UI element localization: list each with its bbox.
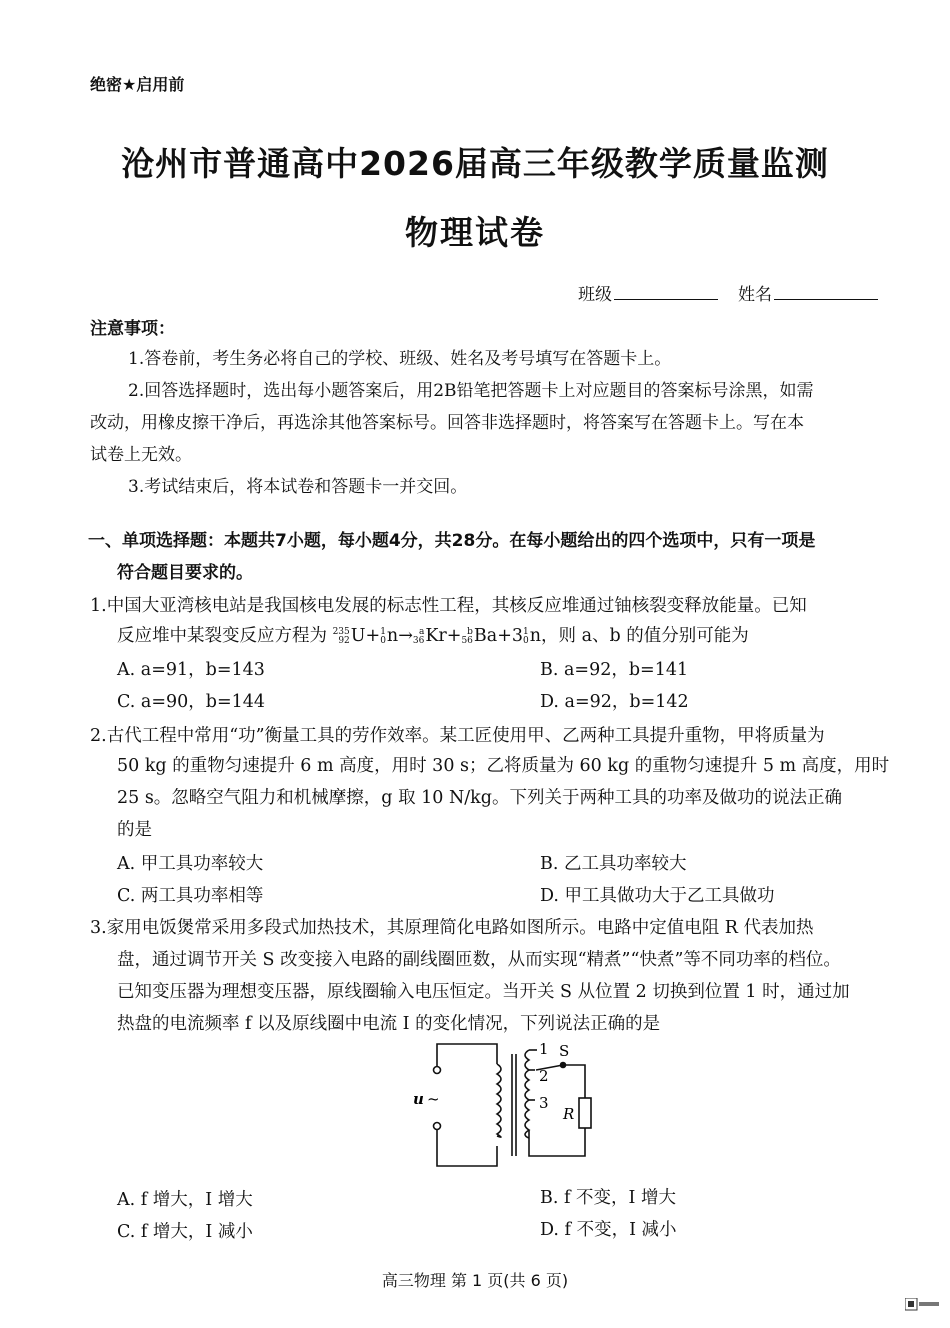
source-label: u xyxy=(413,1090,424,1108)
primary-top-wire xyxy=(437,1044,497,1066)
transformer-circuit-diagram xyxy=(405,1036,605,1176)
class-label: 班级 xyxy=(578,285,612,305)
q1-option-d[interactable]: D. a=92，b=142 xyxy=(540,692,689,712)
tap-label-3: 3 xyxy=(539,1094,549,1112)
q3-stem-line3: 已知变压器为理想变压器，原线圈输入电压恒定。当开关 S 从位置 2 切换到位置 1 时，通过加 xyxy=(117,982,850,1002)
nuclide-neutron: 1 0 n xyxy=(380,626,399,646)
tap-label-1: 1 xyxy=(539,1040,549,1058)
q3-option-d[interactable]: D. f 不变，I 减小 xyxy=(540,1220,677,1240)
q2-option-c[interactable]: C. 两工具功率相等 xyxy=(117,886,264,906)
name-field[interactable] xyxy=(738,280,878,305)
q1-stem-line1: 1.中国大亚湾核电站是我国核电发展的标志性工程，其核反应堆通过铀核裂变释放能量。已知 xyxy=(90,596,807,616)
q3-stem-line4: 热盘的电流频率 f 以及原线圈中电流 I 的变化情况，下列说法正确的是 xyxy=(117,1014,661,1034)
nuclide-krypton: a 36 Kr xyxy=(412,626,447,646)
section-heading: 一、单项选择题：本题共7小题，每小题4分，共28分。在每小题给出的四个选项中，只有一项是 xyxy=(88,531,816,551)
name-blank[interactable] xyxy=(774,283,878,300)
q2-option-a[interactable]: A. 甲工具功率较大 xyxy=(117,854,264,874)
notice-item-3: 3.考试结束后，将本试卷和答题卡一并交回。 xyxy=(128,477,468,497)
resistor-r xyxy=(579,1098,591,1128)
q2-stem-line2: 50 kg 的重物匀速提升 6 m 高度，用时 30 s；乙将质量为 60 kg 的重物匀速提升 5 m 高度，用时 xyxy=(117,756,890,776)
confidential-mark: 绝密★启用前 xyxy=(90,75,185,94)
q1-stem-suffix: ，则 a、b 的值分别可能为 xyxy=(541,626,749,646)
notice-item-2: 2.回答选择题时，选出每小题答案后，用2B铅笔把答题卡上对应题目的答案标号涂黑，如需 xyxy=(128,381,814,401)
q3-option-c[interactable]: C. f 增大，I 减小 xyxy=(117,1222,253,1242)
notice-heading: 注意事项： xyxy=(90,319,175,339)
q1-option-c[interactable]: C. a=90，b=144 xyxy=(117,692,266,712)
nuclide-uranium: 235 92 U xyxy=(332,626,366,646)
nuclide-neutron-3: 1 0 n xyxy=(523,626,542,646)
notice-item-2-cont: 改动，用橡皮擦干净后，再选涂其他答案标号。回答非选择题时，将答案写在答题卡上。写在本 xyxy=(90,413,804,433)
q2-stem-line1: 2.古代工程中常用“功”衡量工具的劳作效率。某工匠使用甲、乙两种工具提升重物，甲将质量为 xyxy=(90,726,825,746)
notice-item-2-end: 试卷上无效。 xyxy=(90,445,192,465)
exam-subtitle: 物理试卷 xyxy=(405,213,545,252)
q2-stem-line4: 的是 xyxy=(117,820,152,840)
class-field[interactable] xyxy=(578,280,718,305)
q2-option-b[interactable]: B. 乙工具功率较大 xyxy=(540,854,687,874)
scanner-logo-icon xyxy=(905,1298,941,1312)
section-heading-cont: 符合题目要求的。 xyxy=(117,563,253,583)
q3-stem-line2: 盘，通过调节开关 S 改变接入电路的副线圈匝数，从而实现“精煮”“快煮”等不同功率的档位。 xyxy=(117,950,841,970)
name-label: 姓名 xyxy=(738,285,772,305)
q1-stem-prefix: 反应堆中某裂变反应方程为 xyxy=(117,626,327,646)
q1-option-b[interactable]: B. a=92，b=141 xyxy=(540,660,689,680)
reaction-arrow: → xyxy=(398,626,413,646)
page-footer: 高三物理 第 1 页(共 6 页) xyxy=(381,1271,569,1290)
secondary-coil xyxy=(525,1050,529,1138)
q3-option-a[interactable]: A. f 增大，I 增大 xyxy=(117,1190,253,1210)
resistor-label: R xyxy=(563,1105,575,1123)
exam-title: 沧州市普通高中2026届高三年级教学质量监测 xyxy=(121,144,829,183)
q2-stem-line3: 25 s。忽略空气阻力和机械摩擦，g 取 10 N/kg。下列关于两种工具的功率及做功的说法正确 xyxy=(117,788,842,808)
ac-symbol: ~ xyxy=(427,1090,440,1108)
primary-bottom-wire xyxy=(437,1128,497,1166)
switch-label: S xyxy=(559,1042,570,1060)
primary-coil xyxy=(497,1064,501,1137)
q2-option-d[interactable]: D. 甲工具做功大于乙工具做功 xyxy=(540,886,775,906)
q3-stem-line1: 3.家用电饭煲常采用多段式加热技术，其原理简化电路如图所示。电路中定值电阻 R 代表加热 xyxy=(90,918,814,938)
class-blank[interactable] xyxy=(614,283,718,300)
q1-stem-line2: 反应堆中某裂变反应方程为 235 92 U+ 1 0 n→ a 36 Kr+ b 56 Ba+3 1 0 n，则 a、b 的值分别可能为 xyxy=(117,626,749,646)
nuclide-barium: b 56 Ba xyxy=(461,626,498,646)
tap-label-2: 2 xyxy=(539,1067,549,1085)
q3-option-b[interactable]: B. f 不变，I 增大 xyxy=(540,1188,677,1208)
notice-item-1: 1.答卷前，考生务必将自己的学校、班级、姓名及考号填写在答题卡上。 xyxy=(128,349,672,369)
q1-option-a[interactable]: A. a=91，b=143 xyxy=(117,660,265,680)
